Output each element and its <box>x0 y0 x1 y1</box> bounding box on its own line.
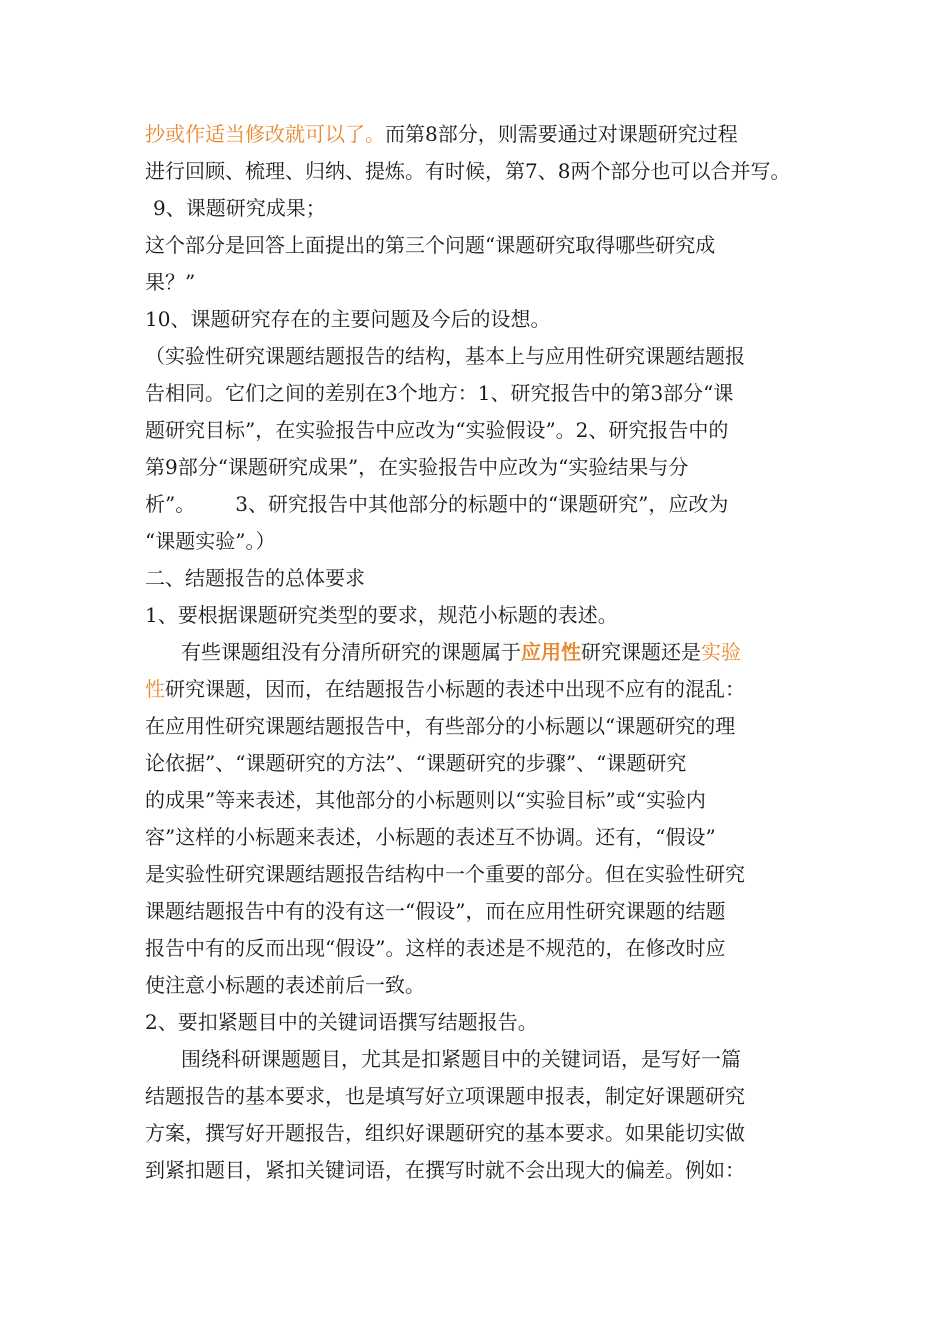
paragraph-line <box>145 634 810 671</box>
highlighted-text: 性 <box>145 677 165 701</box>
paragraph-line: 果？” <box>145 270 196 294</box>
body-text: 研究课题，因而，在结题报告小标题的表述中出现不应有的混乱： <box>165 677 745 701</box>
note-text: 析”。 <box>145 492 196 516</box>
highlighted-text: 实验 <box>701 640 741 664</box>
paragraph-line: 使注意小标题的表述前后一致。 <box>145 973 425 997</box>
paragraph-line: 围绕科研课题题目，尤其是扣紧题目中的关键词语，是写好一篇 <box>181 1047 741 1071</box>
highlighted-text: 抄或作适当修改就可以了。 <box>145 122 385 146</box>
note-line: 题研究目标”，在实验报告中应改为“实验假设”。2、研究报告中的 <box>145 418 729 442</box>
paragraph-line: 到紧扣题目，紧扣关键词语，在撰写时就不会出现大的偏差。例如： <box>145 1158 745 1182</box>
note-line: “课题实验”。） <box>145 529 276 553</box>
paragraph-line: 的成果”等来表述，其他部分的小标题则以“实验目标”或“实验内 <box>145 788 706 812</box>
item-10-heading: 10、课题研究存在的主要问题及今后的设想。 <box>145 307 551 331</box>
paragraph-line: 进行回顾、梳理、归纳、提炼。有时候，第7、8两个部分也可以合并写。 <box>145 159 791 183</box>
body-text: 而第8部分，则需要通过对课题研究过程 <box>385 122 738 146</box>
paragraph-line <box>145 671 810 708</box>
note-line <box>145 486 810 523</box>
paragraph-line <box>145 116 810 153</box>
paragraph-line: 这个部分是回答上面提出的第三个问题“课题研究取得哪些研究成 <box>145 233 716 257</box>
note-text: 3、研究报告中其他部分的标题中的“课题研究”，应改为 <box>235 492 729 516</box>
body-text: 研究课题还是 <box>581 640 701 664</box>
note-line: 告相同。它们之间的差别在3个地方：1、研究报告中的第3部分“课 <box>145 381 734 405</box>
paragraph-line: 报告中有的反而出现“假设”。这样的表述是不规范的，在修改时应 <box>145 936 726 960</box>
section-2-heading: 二、结题报告的总体要求 <box>145 566 365 590</box>
item-9-heading: 9、课题研究成果； <box>153 196 326 220</box>
paragraph-line: 方案，撰写好开题报告，组织好课题研究的基本要求。如果能切实做 <box>145 1121 745 1145</box>
paragraph-line: 结题报告的基本要求，也是填写好立项课题申报表，制定好课题研究 <box>145 1084 745 1108</box>
requirement-1-heading: 1、要根据课题研究类型的要求，规范小标题的表述。 <box>145 603 618 627</box>
paragraph-line: 是实验性研究课题结题报告结构中一个重要的部分。但在实验性研究 <box>145 862 745 886</box>
paragraph-line: 在应用性研究课题结题报告中，有些部分的小标题以“课题研究的理 <box>145 714 736 738</box>
body-text: 有些课题组没有分清所研究的课题属于 <box>181 640 521 664</box>
paragraph-line: 容”这样的小标题来表述，小标题的表述互不协调。还有，“假设” <box>145 825 716 849</box>
note-line: 第9部分“课题研究成果”，在实验报告中应改为“实验结果与分 <box>145 455 689 479</box>
highlighted-text: 应用性 <box>521 640 581 664</box>
paragraph-line: 论依据”、“课题研究的方法”、“课题研究的步骤”、“课题研究 <box>145 751 687 775</box>
document-page <box>145 116 810 1189</box>
paragraph-line: 课题结题报告中有的没有这一“假设”，而在应用性研究课题的结题 <box>145 899 726 923</box>
requirement-2-heading: 2、要扣紧题目中的关键词语撰写结题报告。 <box>145 1010 538 1034</box>
note-line: （实验性研究课题结题报告的结构，基本上与应用性研究课题结题报 <box>145 344 745 368</box>
